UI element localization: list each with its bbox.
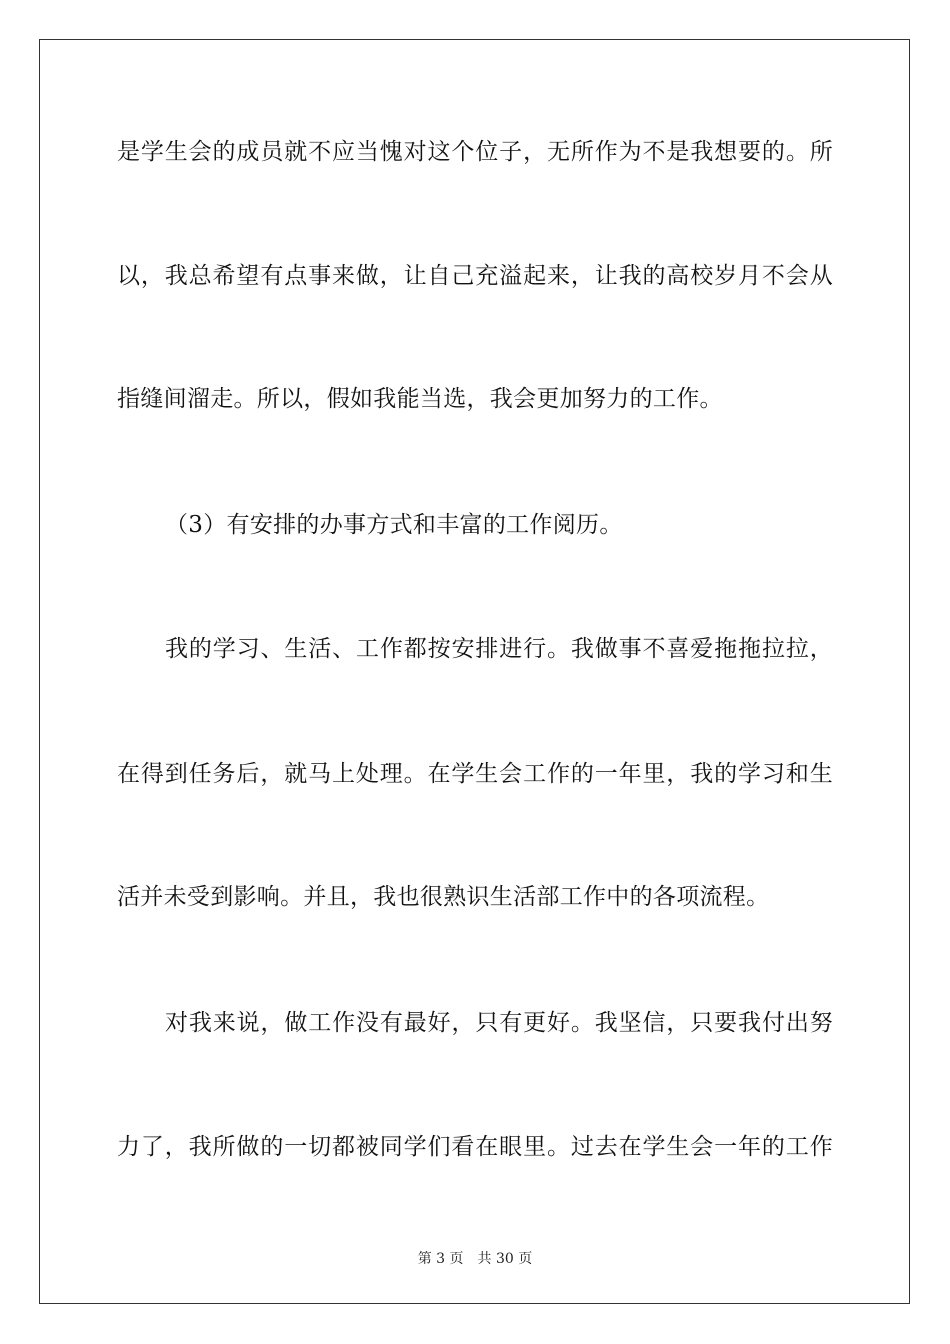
body-line-8: 对我来说，做工作没有最好，只有更好。我坚信，只要我付出努 — [165, 1010, 833, 1036]
body-line-1: 是学生会的成员就不应当愧对这个位子，无所作为不是我想要的。所 — [117, 139, 833, 165]
body-line-5: 我的学习、生活、工作都按安排进行。我做事不喜爱拖拖拉拉， — [165, 636, 833, 662]
page-total: 共 30 页 — [477, 1251, 533, 1267]
body-line-9: 力了，我所做的一切都被同学们看在眼里。过去在学生会一年的工作 — [117, 1134, 833, 1160]
body-line-2: 以，我总希望有点事来做，让自己充溢起来，让我的高校岁月不会从 — [117, 263, 833, 289]
page-border — [39, 39, 910, 1304]
body-line-7: 活并未受到影响。并且，我也很熟识生活部工作中的各项流程。 — [117, 884, 770, 910]
page-number: 第 3 页 — [417, 1251, 464, 1267]
section-heading: （3）有安排的办事方式和丰富的工作阅历。 — [165, 512, 623, 538]
body-line-3: 指缝间溜走。所以，假如我能当选，我会更加努力的工作。 — [117, 386, 723, 412]
page-footer — [0, 1248, 950, 1268]
body-line-6: 在得到任务后，就马上处理。在学生会工作的一年里，我的学习和生 — [117, 761, 833, 787]
